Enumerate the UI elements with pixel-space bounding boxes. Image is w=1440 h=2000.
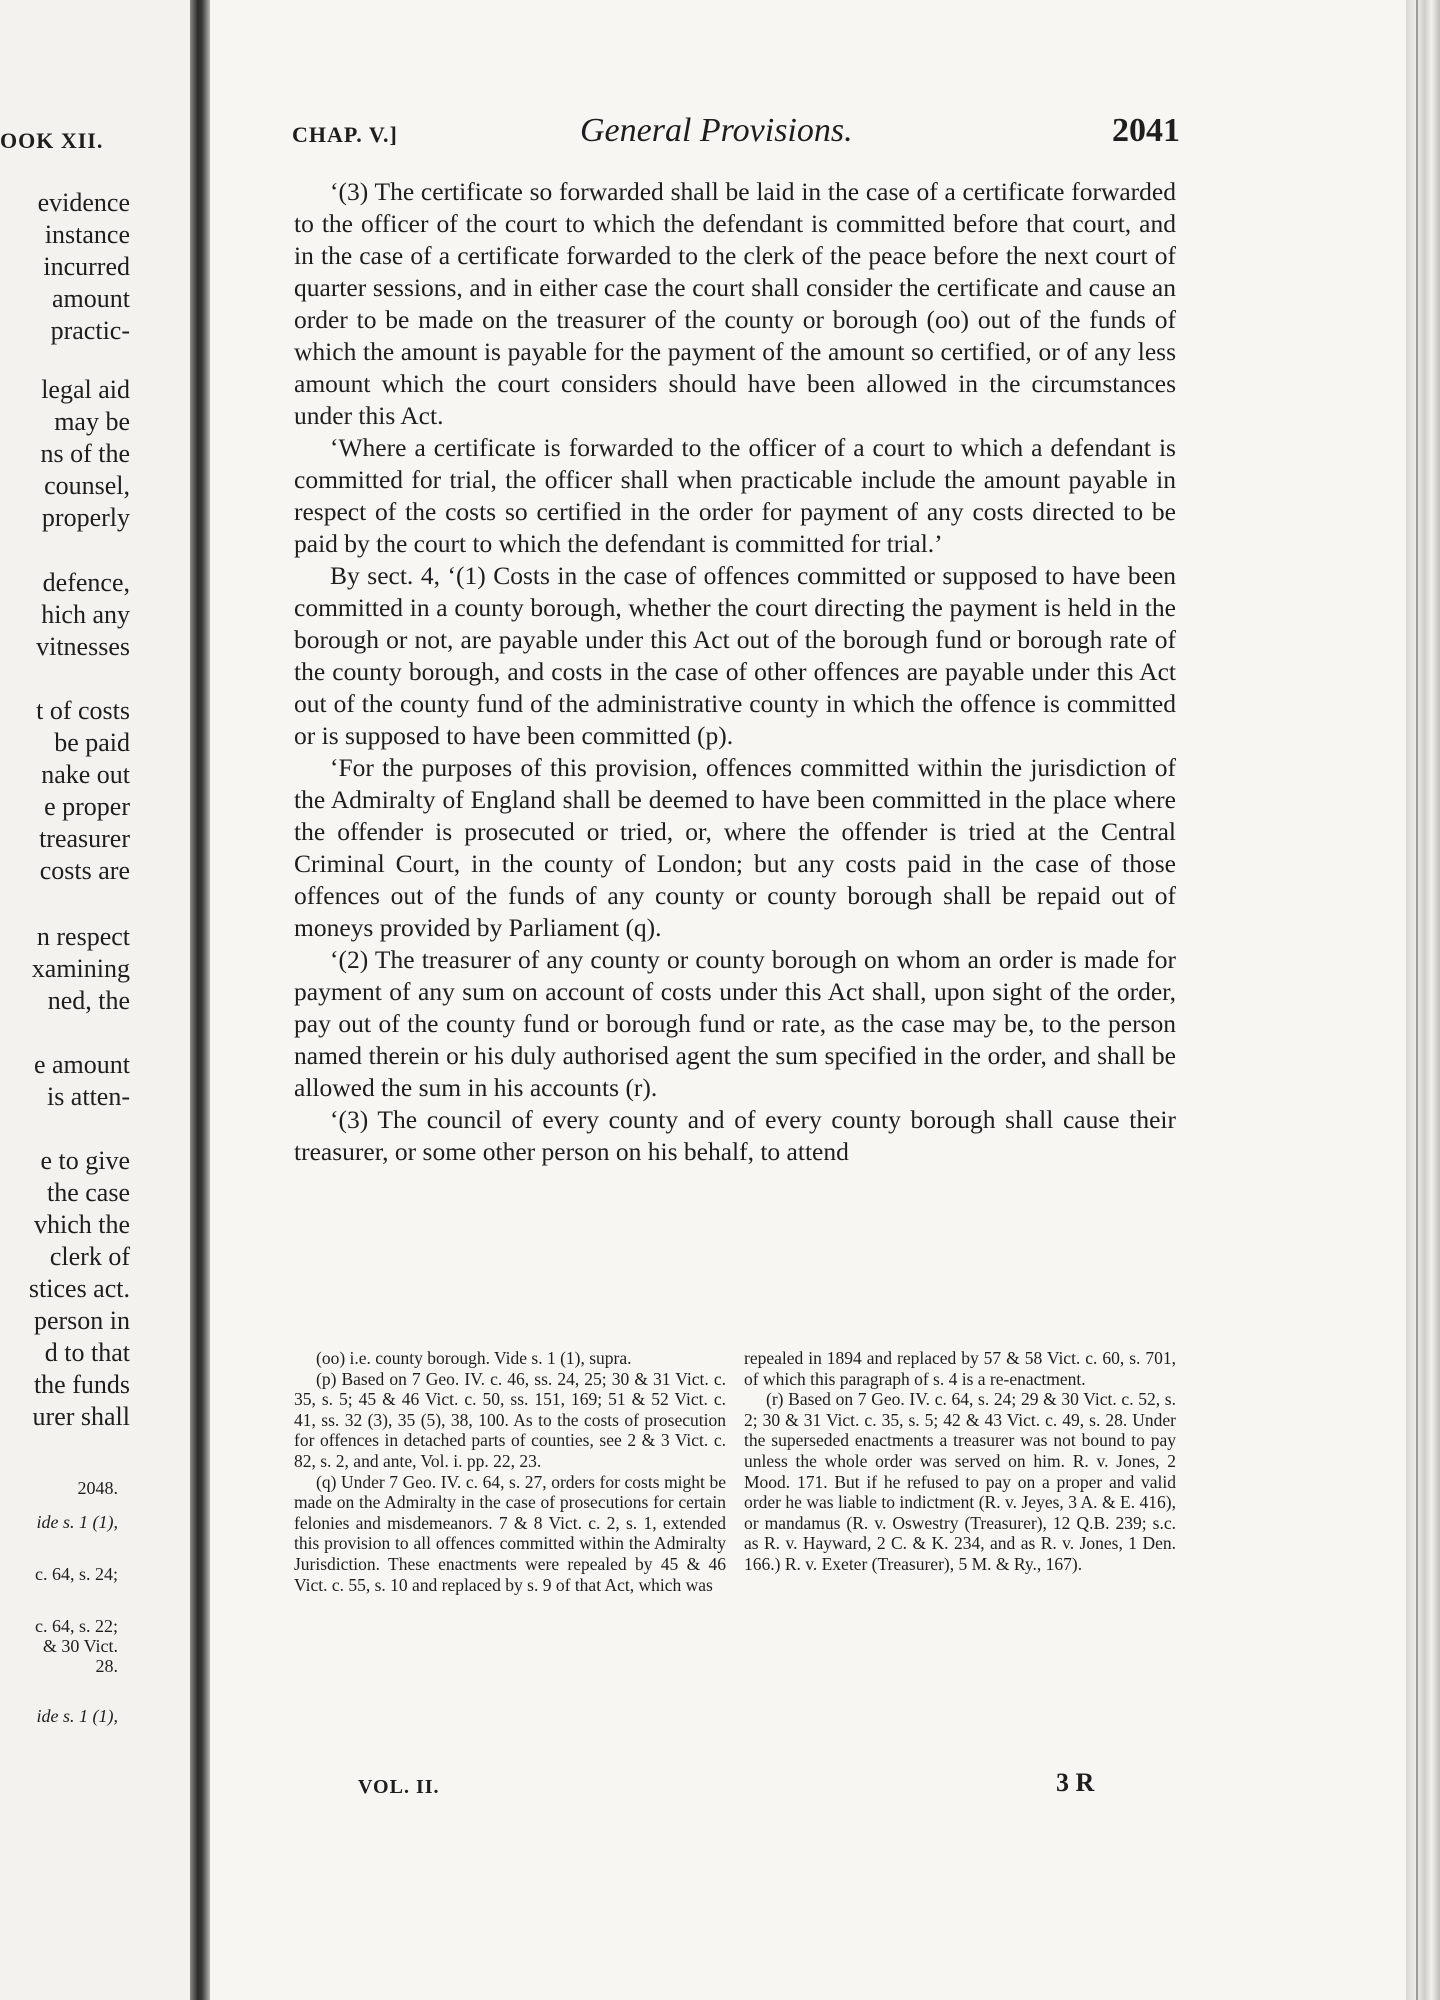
facing-page-line: ns of the — [40, 439, 130, 468]
facing-page-footnote: ide s. 1 (1), — [36, 1512, 118, 1532]
facing-page-line: clerk of — [49, 1242, 130, 1271]
facing-page-line: practic- — [50, 316, 130, 345]
book-gutter — [190, 0, 210, 2000]
footnote: (r) Based on 7 Geo. IV. c. 64, s. 24; 29 & 30 Vict. c. 52, s. 2; 30 & 31 Vict. c. 35, s. 5; 42 & 43 Vict. c. 49, s. 28. Under the superseded enactments a treasurer was not bound to pay unless the whole order was served on him. R. v. Jones, 2 Mood. 171. But if he refused to pay on a proper and valid order he was liable to indictment (R. v. Jeyes, 3 A. & E. 416), or mandamus (R. v. Oswestry (Treasurer), 12 Q.B. 239; s.c. as R. v. Hayward, 2 C. & K. 234, and as R. v. Jones, 1 Den. 166.) R. v. Exeter (Treasurer), 5 M. & Ry., 167). — [744, 1389, 1176, 1574]
facing-page-line: person in — [33, 1306, 130, 1335]
page-number: 2041 — [1112, 112, 1180, 149]
facing-page-footnote: c. 64, s. 24; — [35, 1564, 118, 1584]
facing-page-line: be paid — [54, 728, 130, 757]
facing-page-line: properly — [41, 503, 130, 532]
facing-page-line: evidence — [37, 188, 130, 217]
facing-page-line: amount — [52, 284, 130, 313]
facing-page-line: t of costs — [36, 696, 130, 725]
facing-page-footnote: & 30 Vict. — [42, 1636, 118, 1656]
facing-page-line: ned, the — [47, 986, 130, 1015]
facing-page-line: defence, — [42, 568, 130, 597]
facing-page-line: stices act. — [28, 1274, 130, 1303]
facing-page-line: legal aid — [41, 375, 130, 404]
facing-page-line: vitnesses — [36, 632, 130, 661]
running-title: General Provisions. — [580, 112, 853, 149]
footnote: (q) Under 7 Geo. IV. c. 64, s. 27, orders for costs might be made on the Admiralty in the case of prosecutions for certain felonies and misdemeanors. 7 & 8 Vict. c. 2, s. 1, extended this provision to all offences committed within the Admiralty Jurisdiction. These enactments were repealed by 45 & 46 Vict. c. 55, s. 10 and replaced by s. 9 of that Act, which was — [294, 1471, 726, 1595]
facing-page-footnote: ide s. 1 (1), — [36, 1706, 118, 1726]
paragraph: ‘For the purposes of this provision, offences committed within the jurisdiction of the Admiralty of England shall be deemed to have been committed in the place where the offender is prosecuted or tried, or, where the offender is tried at the Central Criminal Court, in the county of London; but any costs paid in the case of those offences out of the funds of any county or county borough shall be repaid out of moneys provided by Parliament (q). — [294, 753, 1176, 942]
facing-page-line: e proper — [44, 792, 130, 821]
paragraph: ‘(2) The treasurer of any county or county borough on whom an order is made for payment of any sum on account of costs under this Act shall, upon sight of the order, pay out of the county fund or borough fund or rate, as the case may be, to the person named therein or his duly authorised agent the sum specified in the order, and shall be allowed the sum in his accounts (r). — [294, 945, 1176, 1102]
facing-page-line: e amount — [33, 1050, 130, 1079]
facing-page-line: hich any — [41, 600, 130, 629]
facing-page-line: vhich the — [33, 1210, 130, 1239]
volume-label: VOL. II. — [358, 1776, 440, 1798]
facing-page-header: OOK XII. — [0, 128, 104, 153]
facing-page-line: the funds — [33, 1370, 130, 1399]
facing-page-line: costs are — [39, 856, 130, 885]
signature-mark: 3 R — [1056, 1768, 1095, 1797]
facing-page-line: n respect — [36, 922, 130, 951]
facing-page-line: counsel, — [44, 471, 130, 500]
facing-page-line: treasurer — [39, 824, 130, 853]
footnote: (oo) i.e. county borough. Vide s. 1 (1), supra. — [316, 1348, 632, 1368]
facing-page-line: urer shall — [32, 1402, 130, 1431]
chapter-label: CHAP. V.] — [292, 122, 398, 147]
paragraph: ‘(3) The certificate so forwarded shall be laid in the case of a certificate forwarded to the officer of the court to which the defendant is committed before that court, and in the case of a certificate forwarded to the clerk of the peace before the next court of quarter sessions, and in either case the court shall consider the certificate and cause an order to be made on the treasurer of the county or borough (oo) out of the funds of which the amount is payable for the payment of the amount so certified, or of any less amount which the court considers should have been allowed in the circumstances under this Act. — [294, 177, 1176, 430]
footnote-column-left — [294, 1348, 726, 1595]
footnote-column-right — [744, 1348, 1176, 1595]
facing-page-line: may be — [54, 407, 130, 436]
facing-page-footnote: 2048. — [77, 1478, 118, 1498]
facing-page-footnote: c. 64, s. 22; — [35, 1616, 118, 1636]
footnotes — [294, 1348, 1176, 1595]
facing-page — [0, 0, 190, 2000]
facing-page-line: incurred — [43, 252, 130, 281]
facing-page-line: is atten- — [46, 1082, 130, 1111]
facing-page-footnote: 28. — [95, 1656, 118, 1676]
facing-page-line: nake out — [41, 760, 130, 789]
facing-page-line: instance — [44, 220, 130, 249]
paragraph: By sect. 4, ‘(1) Costs in the case of offences committed or supposed to have been committed in a county borough, whether the court directing the payment is held in the borough or not, are payable under this Act out of the borough fund or borough rate of the county borough, and costs in the case of other offences are payable under this Act out of the county fund of the administrative county in which the offence is committed or is supposed to have been committed (p). — [294, 561, 1176, 750]
body-text — [294, 176, 1176, 1168]
paragraph: ‘(3) The council of every county and of every county borough shall cause their treasurer, or some other person on his behalf, to attend — [294, 1105, 1176, 1166]
facing-page-line: the case — [46, 1178, 130, 1207]
facing-page-line: e to give — [40, 1146, 130, 1175]
footnote: repealed in 1894 and replaced by 57 & 58 Vict. c. 60, s. 701, of which this paragraph of s. 4 is a re-enactment. — [744, 1348, 1176, 1389]
page-edge — [1406, 0, 1440, 2000]
facing-page-line: d to that — [44, 1338, 130, 1367]
footnote: (p) Based on 7 Geo. IV. c. 46, ss. 24, 25; 30 & 31 Vict. c. 35, s. 5; 45 & 46 Vict. c. 50, ss. 151, 169; 51 & 52 Vict. c. 41, ss. 32 (3), 35 (5), 38, 100. As to the costs of prosecution for offences in detached parts of counties, see 2 & 3 Vict. c. 82, s. 2, and ante, Vol. i. pp. 22, 23. — [294, 1368, 726, 1471]
paragraph: ‘Where a certificate is forwarded to the officer of a court to which a defendant is committed for trial, the officer shall when practicable include the amount payable in respect of the costs so certified in the order for payment of any costs directed to be paid by the court to which the defendant is committed for trial.’ — [294, 433, 1176, 558]
facing-page-line: xamining — [31, 954, 130, 983]
